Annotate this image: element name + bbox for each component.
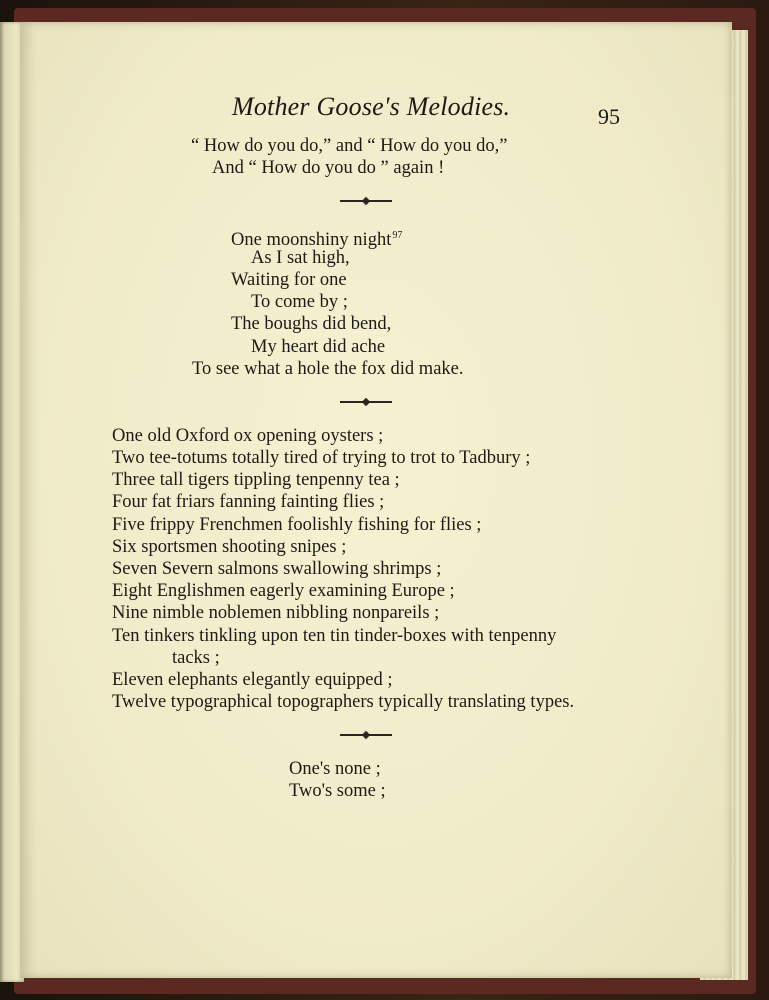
- stanza-2-line-3: Waiting for one: [231, 270, 347, 290]
- stanza-2-line-5: The boughs did bend,: [231, 314, 392, 334]
- stanza-3-line-6: Six sportsmen shooting snipes ;: [112, 537, 347, 557]
- stanza-3-line-9: Nine nimble noblemen nibbling nonpareils ;: [112, 603, 440, 623]
- running-head: Mother Goose's Melodies.: [232, 92, 511, 121]
- stanza-2-line-2: As I sat high,: [251, 248, 350, 268]
- stanza-2-line-4: To come by ;: [251, 292, 348, 312]
- stanza-3-line-7: Seven Severn salmons swallowing shrimps ;: [112, 559, 442, 579]
- footnote-ref: 97: [392, 230, 403, 241]
- stanza-3-line-5: Five frippy Frenchmen foolishly fishing for flies ;: [112, 515, 482, 535]
- stanza-3-line-10: Ten tinkers tinkling upon ten tin tinder-boxes with tenpenny: [112, 626, 557, 646]
- stanza-3-line-8: Eight Englishmen eagerly examining Europe ;: [112, 581, 455, 601]
- page-number: 95: [598, 104, 620, 129]
- section-divider: [340, 734, 392, 736]
- stanza-3-line-2: Two tee-totums totally tired of trying to trot to Tadbury ;: [112, 448, 531, 468]
- stanza-3-line-1: One old Oxford ox opening oysters ;: [112, 426, 384, 446]
- section-divider: [340, 200, 392, 202]
- stanza-4-line-2: Two's some ;: [289, 781, 386, 801]
- stanza-3-line-11: Eleven elephants elegantly equipped ;: [112, 670, 393, 690]
- stanza-1-line-1: “ How do you do,” and “ How do you do,”: [191, 136, 508, 156]
- stanza-2-line-6: My heart did ache: [251, 337, 386, 357]
- stanza-4-line-1: One's none ;: [289, 759, 381, 779]
- stanza-3-line-4: Four fat friars fanning fainting flies ;: [112, 492, 385, 512]
- stanza-3-line-3: Three tall tigers tippling tenpenny tea ;: [112, 470, 400, 490]
- stanza-3-line-10-cont: tacks ;: [172, 648, 220, 668]
- stanza-1-line-2: And “ How do you do ” again !: [212, 158, 445, 178]
- stanza-3-line-12: Twelve typographical topographers typically translating types.: [112, 692, 575, 712]
- section-divider: [340, 401, 392, 403]
- stanza-2-line-7: To see what a hole the fox did make.: [192, 359, 464, 379]
- stanza-2-line-1-text: One moonshiny night: [231, 230, 392, 251]
